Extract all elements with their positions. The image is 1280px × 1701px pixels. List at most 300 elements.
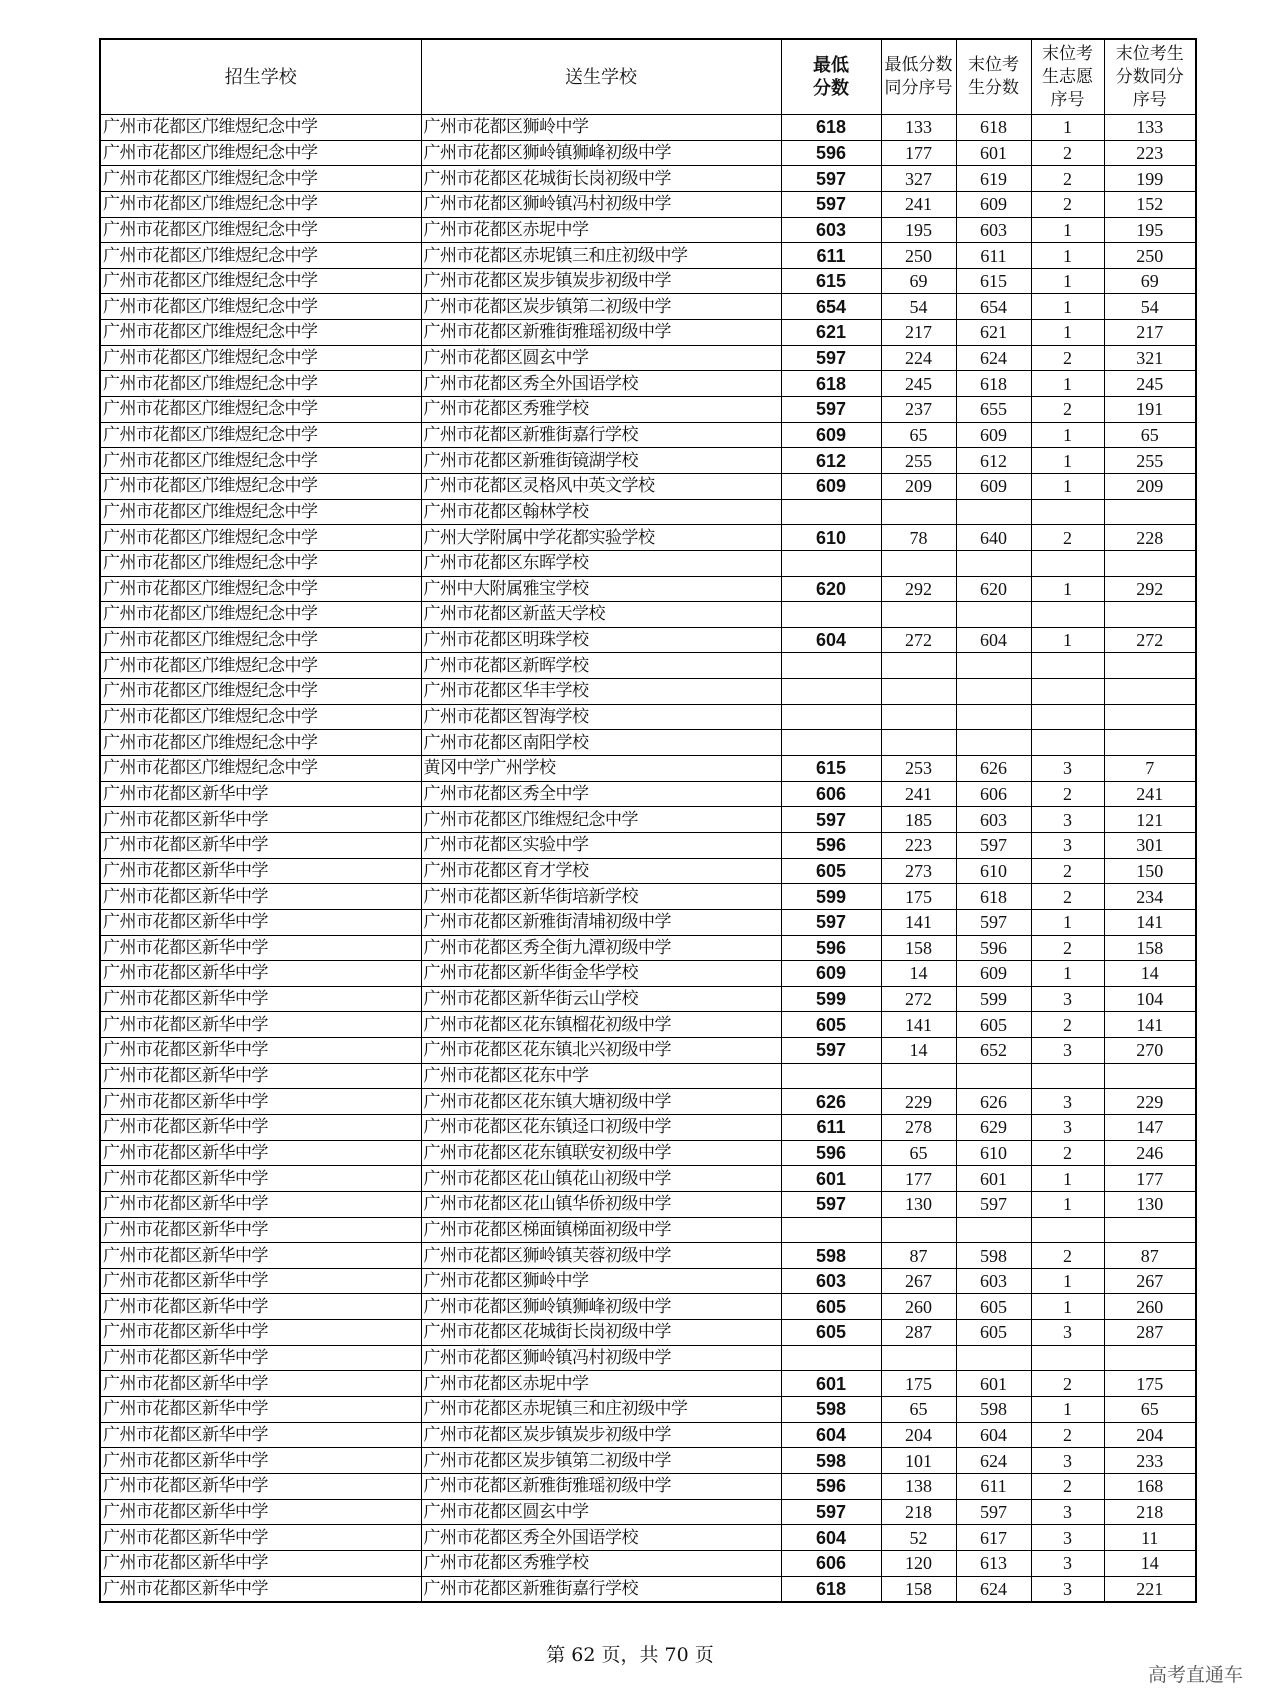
cell-last-choice	[1031, 550, 1104, 576]
table-row	[100, 448, 1196, 474]
cell-last-choice	[1031, 679, 1104, 705]
cell-last-choice: 2	[1031, 1140, 1104, 1166]
cell-last-rank: 14	[1104, 1550, 1196, 1576]
cell-min-score-rank	[881, 602, 956, 628]
table-row	[100, 653, 1196, 679]
table-row	[100, 1114, 1196, 1140]
cell-last-choice: 2	[1031, 858, 1104, 884]
cell-min-score: 596	[781, 832, 881, 858]
cell-last-rank: 218	[1104, 1499, 1196, 1525]
cell-last-choice: 3	[1031, 986, 1104, 1012]
cell-min-score-rank: 273	[881, 858, 956, 884]
cell-min-score: 597	[781, 1499, 881, 1525]
cell-min-score-rank: 133	[881, 115, 956, 141]
cell-min-score: 605	[781, 1012, 881, 1038]
header-last-rank: 末位考生分数同分序号	[1104, 39, 1196, 115]
cell-last-score: 621	[956, 320, 1031, 346]
cell-last-choice: 3	[1031, 1320, 1104, 1346]
table-row	[100, 191, 1196, 217]
cell-last-score: 624	[956, 1576, 1031, 1602]
table-row	[100, 1294, 1196, 1320]
cell-recruit-school: 广州市花都区新华中学	[100, 1473, 421, 1499]
cell-last-score: 611	[956, 243, 1031, 269]
cell-sending-school: 广州市花都区狮岭镇芙蓉初级中学	[421, 1243, 781, 1269]
cell-last-score: 597	[956, 832, 1031, 858]
cell-min-score: 604	[781, 627, 881, 653]
cell-last-rank: 246	[1104, 1140, 1196, 1166]
cell-last-choice: 3	[1031, 1576, 1104, 1602]
cell-last-rank: 272	[1104, 627, 1196, 653]
cell-recruit-school: 广州市花都区邝维煜纪念中学	[100, 191, 421, 217]
table-row	[100, 1243, 1196, 1269]
cell-min-score-rank: 237	[881, 397, 956, 423]
cell-sending-school: 广州市花都区炭步镇第二初级中学	[421, 1448, 781, 1474]
cell-last-rank: 292	[1104, 576, 1196, 602]
cell-last-choice: 1	[1031, 1191, 1104, 1217]
cell-last-score: 603	[956, 217, 1031, 243]
cell-last-choice: 2	[1031, 781, 1104, 807]
table-row	[100, 166, 1196, 192]
cell-min-score-rank: 87	[881, 1243, 956, 1269]
cell-last-choice: 2	[1031, 1473, 1104, 1499]
cell-last-choice	[1031, 730, 1104, 756]
cell-min-score-rank: 287	[881, 1320, 956, 1346]
cell-last-rank	[1104, 602, 1196, 628]
cell-min-score-rank: 65	[881, 1397, 956, 1423]
cell-min-score-rank: 209	[881, 473, 956, 499]
cell-last-rank	[1104, 704, 1196, 730]
cell-sending-school: 广州市花都区花东镇迳口初级中学	[421, 1114, 781, 1140]
cell-min-score	[781, 1063, 881, 1089]
cell-sending-school: 广州市花都区新雅街清埔初级中学	[421, 909, 781, 935]
cell-last-score	[956, 679, 1031, 705]
cell-min-score-rank: 292	[881, 576, 956, 602]
table-row	[100, 320, 1196, 346]
cell-last-score: 624	[956, 345, 1031, 371]
cell-recruit-school: 广州市花都区新华中学	[100, 1191, 421, 1217]
table-row	[100, 1268, 1196, 1294]
cell-sending-school: 广州市花都区狮岭镇狮峰初级中学	[421, 1294, 781, 1320]
cell-min-score: 598	[781, 1243, 881, 1269]
cell-min-score: 597	[781, 397, 881, 423]
table-row	[100, 473, 1196, 499]
cell-min-score-rank: 65	[881, 422, 956, 448]
cell-min-score: 598	[781, 1448, 881, 1474]
cell-last-score: 603	[956, 807, 1031, 833]
cell-last-choice: 2	[1031, 1422, 1104, 1448]
cell-last-rank: 209	[1104, 473, 1196, 499]
cell-recruit-school: 广州市花都区邝维煜纪念中学	[100, 499, 421, 525]
header-min-score-rank: 最低分数同分序号	[881, 39, 956, 115]
cell-recruit-school: 广州市花都区新华中学	[100, 1268, 421, 1294]
cell-last-score	[956, 602, 1031, 628]
cell-min-score-rank: 241	[881, 191, 956, 217]
cell-last-rank: 321	[1104, 345, 1196, 371]
header-sending-school: 送生学校	[421, 39, 781, 115]
table-row	[100, 1448, 1196, 1474]
table-row	[100, 627, 1196, 653]
cell-last-choice: 1	[1031, 1294, 1104, 1320]
cell-last-rank: 301	[1104, 832, 1196, 858]
header-last-score: 末位考生分数	[956, 39, 1031, 115]
cell-min-score-rank: 54	[881, 294, 956, 320]
table-row	[100, 730, 1196, 756]
cell-sending-school: 广州市花都区花东镇北兴初级中学	[421, 1038, 781, 1064]
cell-last-score: 609	[956, 961, 1031, 987]
table-row	[100, 1217, 1196, 1243]
cell-min-score-rank: 158	[881, 1576, 956, 1602]
table-row	[100, 243, 1196, 269]
cell-recruit-school: 广州市花都区新华中学	[100, 1499, 421, 1525]
cell-recruit-school: 广州市花都区新华中学	[100, 1422, 421, 1448]
cell-last-rank: 234	[1104, 884, 1196, 910]
table-row	[100, 371, 1196, 397]
cell-recruit-school: 广州市花都区邝维煜纪念中学	[100, 679, 421, 705]
cell-sending-school: 广州市花都区实验中学	[421, 832, 781, 858]
cell-last-score: 652	[956, 1038, 1031, 1064]
cell-last-choice: 2	[1031, 1371, 1104, 1397]
cell-min-score: 618	[781, 1576, 881, 1602]
cell-last-score: 613	[956, 1550, 1031, 1576]
cell-min-score: 606	[781, 1550, 881, 1576]
cell-min-score: 611	[781, 243, 881, 269]
cell-recruit-school: 广州市花都区新华中学	[100, 909, 421, 935]
cell-sending-school: 广州市花都区南阳学校	[421, 730, 781, 756]
cell-last-choice: 3	[1031, 1089, 1104, 1115]
cell-min-score-rank: 78	[881, 525, 956, 551]
table-row	[100, 781, 1196, 807]
cell-last-choice: 2	[1031, 166, 1104, 192]
cell-recruit-school: 广州市花都区邝维煜纪念中学	[100, 525, 421, 551]
cell-last-rank: 199	[1104, 166, 1196, 192]
cell-last-rank: 130	[1104, 1191, 1196, 1217]
cell-last-score: 598	[956, 1397, 1031, 1423]
cell-last-score: 609	[956, 191, 1031, 217]
cell-last-rank: 158	[1104, 935, 1196, 961]
cell-recruit-school: 广州市花都区新华中学	[100, 935, 421, 961]
cell-min-score-rank: 177	[881, 140, 956, 166]
cell-recruit-school: 广州市花都区邝维煜纪念中学	[100, 730, 421, 756]
cell-min-score-rank: 177	[881, 1166, 956, 1192]
cell-recruit-school: 广州市花都区邝维煜纪念中学	[100, 576, 421, 602]
page-number: 第 62 页，共 70 页	[546, 1644, 714, 1666]
cell-min-score: 605	[781, 1294, 881, 1320]
cell-last-choice: 1	[1031, 448, 1104, 474]
cell-sending-school: 广州市花都区花山镇花山初级中学	[421, 1166, 781, 1192]
cell-min-score-rank: 52	[881, 1525, 956, 1551]
cell-min-score-rank: 175	[881, 884, 956, 910]
cell-sending-school: 广州市花都区灵格风中英文学校	[421, 473, 781, 499]
cell-min-score: 597	[781, 191, 881, 217]
cell-sending-school: 广州市花都区狮岭镇冯村初级中学	[421, 191, 781, 217]
cell-min-score-rank: 241	[881, 781, 956, 807]
table-row	[100, 499, 1196, 525]
cell-sending-school: 广州市花都区新雅街雅瑶初级中学	[421, 1473, 781, 1499]
cell-min-score: 605	[781, 1320, 881, 1346]
cell-sending-school: 广州市花都区赤坭镇三和庄初级中学	[421, 1397, 781, 1423]
cell-min-score: 612	[781, 448, 881, 474]
cell-min-score-rank: 158	[881, 935, 956, 961]
cell-min-score-rank	[881, 730, 956, 756]
table-row	[100, 115, 1196, 141]
cell-sending-school: 广州市花都区华丰学校	[421, 679, 781, 705]
cell-recruit-school: 广州市花都区新华中学	[100, 986, 421, 1012]
cell-last-score	[956, 1345, 1031, 1371]
table-row	[100, 1473, 1196, 1499]
cell-min-score: 609	[781, 473, 881, 499]
cell-recruit-school: 广州市花都区邝维煜纪念中学	[100, 371, 421, 397]
cell-last-choice: 1	[1031, 217, 1104, 243]
cell-sending-school: 广州市花都区新雅街雅瑶初级中学	[421, 320, 781, 346]
cell-last-choice	[1031, 1217, 1104, 1243]
cell-min-score: 596	[781, 1140, 881, 1166]
cell-last-score: 601	[956, 1166, 1031, 1192]
cell-sending-school: 广州市花都区狮岭镇冯村初级中学	[421, 1345, 781, 1371]
cell-min-score-rank: 138	[881, 1473, 956, 1499]
cell-recruit-school: 广州市花都区邝维煜纪念中学	[100, 268, 421, 294]
cell-recruit-school: 广州市花都区新华中学	[100, 1576, 421, 1602]
cell-min-score: 596	[781, 1473, 881, 1499]
cell-last-choice: 1	[1031, 1166, 1104, 1192]
cell-last-choice	[1031, 499, 1104, 525]
cell-last-rank: 133	[1104, 115, 1196, 141]
cell-recruit-school: 广州市花都区新华中学	[100, 884, 421, 910]
table-row	[100, 422, 1196, 448]
cell-min-score: 610	[781, 525, 881, 551]
cell-last-score: 610	[956, 858, 1031, 884]
cell-last-choice: 1	[1031, 115, 1104, 141]
cell-min-score	[781, 704, 881, 730]
table-row	[100, 986, 1196, 1012]
cell-sending-school: 广州市花都区明珠学校	[421, 627, 781, 653]
cell-sending-school: 广州市花都区圆玄中学	[421, 345, 781, 371]
table-row	[100, 704, 1196, 730]
cell-min-score: 601	[781, 1166, 881, 1192]
cell-min-score-rank: 175	[881, 1371, 956, 1397]
cell-last-score: 596	[956, 935, 1031, 961]
cell-last-rank: 221	[1104, 1576, 1196, 1602]
cell-last-rank: 121	[1104, 807, 1196, 833]
table-row	[100, 909, 1196, 935]
cell-min-score-rank: 272	[881, 627, 956, 653]
cell-min-score: 603	[781, 1268, 881, 1294]
cell-min-score-rank: 245	[881, 371, 956, 397]
cell-recruit-school: 广州市花都区邝维煜纪念中学	[100, 627, 421, 653]
cell-recruit-school: 广州市花都区新华中学	[100, 1448, 421, 1474]
cell-recruit-school: 广州市花都区新华中学	[100, 1114, 421, 1140]
cell-last-score: 610	[956, 1140, 1031, 1166]
table-row	[100, 1422, 1196, 1448]
header-row	[100, 39, 1196, 115]
cell-recruit-school: 广州市花都区新华中学	[100, 1371, 421, 1397]
cell-last-rank: 223	[1104, 140, 1196, 166]
table-row	[100, 576, 1196, 602]
cell-sending-school: 广州市花都区秀全外国语学校	[421, 371, 781, 397]
cell-min-score-rank: 141	[881, 1012, 956, 1038]
cell-last-rank: 168	[1104, 1473, 1196, 1499]
cell-sending-school: 广州市花都区花东镇联安初级中学	[421, 1140, 781, 1166]
cell-recruit-school: 广州市花都区邝维煜纪念中学	[100, 550, 421, 576]
cell-min-score: 597	[781, 345, 881, 371]
table-row	[100, 602, 1196, 628]
cell-min-score: 597	[781, 909, 881, 935]
table-row	[100, 1576, 1196, 1602]
cell-last-rank: 175	[1104, 1371, 1196, 1397]
cell-min-score-rank: 327	[881, 166, 956, 192]
cell-last-score	[956, 1063, 1031, 1089]
cell-last-rank: 150	[1104, 858, 1196, 884]
table-row	[100, 140, 1196, 166]
cell-last-rank: 245	[1104, 371, 1196, 397]
cell-last-choice: 2	[1031, 935, 1104, 961]
table-row	[100, 935, 1196, 961]
table-row	[100, 807, 1196, 833]
cell-recruit-school: 广州市花都区邝维煜纪念中学	[100, 320, 421, 346]
cell-last-choice: 3	[1031, 1525, 1104, 1551]
cell-last-rank: 11	[1104, 1525, 1196, 1551]
cell-last-rank: 65	[1104, 1397, 1196, 1423]
cell-min-score: 601	[781, 1371, 881, 1397]
cell-sending-school: 广州市花都区炭步镇第二初级中学	[421, 294, 781, 320]
cell-recruit-school: 广州市花都区新华中学	[100, 807, 421, 833]
cell-min-score-rank: 217	[881, 320, 956, 346]
cell-min-score	[781, 653, 881, 679]
cell-last-rank	[1104, 550, 1196, 576]
cell-last-choice	[1031, 653, 1104, 679]
cell-recruit-school: 广州市花都区新华中学	[100, 832, 421, 858]
cell-sending-school: 广州市花都区炭步镇炭步初级中学	[421, 1422, 781, 1448]
cell-min-score-rank	[881, 550, 956, 576]
cell-min-score-rank: 120	[881, 1550, 956, 1576]
cell-last-choice: 2	[1031, 345, 1104, 371]
cell-min-score-rank: 14	[881, 1038, 956, 1064]
cell-min-score-rank: 14	[881, 961, 956, 987]
cell-last-score: 624	[956, 1448, 1031, 1474]
cell-recruit-school: 广州市花都区新华中学	[100, 858, 421, 884]
cell-last-score: 655	[956, 397, 1031, 423]
table-row	[100, 550, 1196, 576]
cell-sending-school: 广州市花都区圆玄中学	[421, 1499, 781, 1525]
watermark: 高考直通车	[1148, 1664, 1244, 1686]
table-row	[100, 217, 1196, 243]
cell-sending-school: 广州市花都区新华街云山学校	[421, 986, 781, 1012]
cell-recruit-school: 广州市花都区邝维煜纪念中学	[100, 653, 421, 679]
cell-recruit-school: 广州市花都区邝维煜纪念中学	[100, 140, 421, 166]
cell-sending-school: 广州市花都区新晖学校	[421, 653, 781, 679]
cell-sending-school: 广州市花都区花山镇华侨初级中学	[421, 1191, 781, 1217]
cell-last-score: 604	[956, 1422, 1031, 1448]
cell-last-rank: 229	[1104, 1089, 1196, 1115]
table-row	[100, 1063, 1196, 1089]
table-row	[100, 345, 1196, 371]
cell-last-choice: 3	[1031, 1499, 1104, 1525]
table-row	[100, 1550, 1196, 1576]
cell-recruit-school: 广州市花都区新华中学	[100, 1550, 421, 1576]
cell-last-rank: 87	[1104, 1243, 1196, 1269]
header-min-score: 最低分数	[781, 39, 881, 115]
cell-last-choice	[1031, 704, 1104, 730]
cell-min-score-rank: 260	[881, 1294, 956, 1320]
cell-recruit-school: 广州市花都区新华中学	[100, 1345, 421, 1371]
cell-last-score: 619	[956, 166, 1031, 192]
table-row	[100, 294, 1196, 320]
cell-sending-school: 广州市花都区赤坭中学	[421, 1371, 781, 1397]
cell-sending-school: 广州市花都区花东镇大塘初级中学	[421, 1089, 781, 1115]
table-row	[100, 1345, 1196, 1371]
cell-sending-school: 广州市花都区狮岭中学	[421, 115, 781, 141]
cell-min-score: 618	[781, 371, 881, 397]
cell-sending-school: 广州市花都区新华街培新学校	[421, 884, 781, 910]
cell-last-rank: 152	[1104, 191, 1196, 217]
cell-sending-school: 广州市花都区邝维煜纪念中学	[421, 807, 781, 833]
cell-min-score	[781, 679, 881, 705]
cell-min-score-rank: 224	[881, 345, 956, 371]
cell-last-rank	[1104, 679, 1196, 705]
cell-last-choice: 3	[1031, 832, 1104, 858]
cell-last-rank: 7	[1104, 756, 1196, 782]
cell-recruit-school: 广州市花都区新华中学	[100, 1525, 421, 1551]
cell-last-score: 620	[956, 576, 1031, 602]
cell-last-score	[956, 653, 1031, 679]
cell-sending-school: 广州市花都区新蓝天学校	[421, 602, 781, 628]
cell-min-score-rank: 185	[881, 807, 956, 833]
cell-last-choice: 2	[1031, 1012, 1104, 1038]
cell-last-choice: 2	[1031, 884, 1104, 910]
cell-min-score-rank: 218	[881, 1499, 956, 1525]
cell-last-score: 606	[956, 781, 1031, 807]
cell-min-score: 604	[781, 1422, 881, 1448]
cell-min-score	[781, 602, 881, 628]
cell-recruit-school: 广州市花都区邝维煜纪念中学	[100, 473, 421, 499]
cell-sending-school: 广州市花都区智海学校	[421, 704, 781, 730]
cell-last-rank: 141	[1104, 909, 1196, 935]
cell-min-score: 621	[781, 320, 881, 346]
cell-last-score	[956, 499, 1031, 525]
table-row	[100, 1191, 1196, 1217]
cell-last-score: 618	[956, 371, 1031, 397]
cell-last-score: 597	[956, 1499, 1031, 1525]
cell-min-score: 609	[781, 961, 881, 987]
cell-min-score-rank: 141	[881, 909, 956, 935]
table-row	[100, 1371, 1196, 1397]
cell-last-choice: 1	[1031, 243, 1104, 269]
cell-last-rank: 65	[1104, 422, 1196, 448]
cell-recruit-school: 广州市花都区新华中学	[100, 1320, 421, 1346]
cell-min-score	[781, 550, 881, 576]
cell-last-rank: 69	[1104, 268, 1196, 294]
cell-min-score-rank	[881, 1345, 956, 1371]
cell-recruit-school: 广州市花都区邝维煜纪念中学	[100, 115, 421, 141]
cell-min-score-rank: 253	[881, 756, 956, 782]
cell-sending-school: 广州市花都区赤坭中学	[421, 217, 781, 243]
cell-min-score	[781, 1345, 881, 1371]
cell-min-score-rank	[881, 499, 956, 525]
cell-last-rank: 147	[1104, 1114, 1196, 1140]
cell-last-choice: 1	[1031, 371, 1104, 397]
cell-last-score: 618	[956, 884, 1031, 910]
cell-last-choice: 3	[1031, 1448, 1104, 1474]
cell-last-choice: 1	[1031, 1268, 1104, 1294]
cell-recruit-school: 广州市花都区邝维煜纪念中学	[100, 422, 421, 448]
cell-min-score: 597	[781, 1038, 881, 1064]
cell-min-score-rank: 223	[881, 832, 956, 858]
cell-min-score-rank: 272	[881, 986, 956, 1012]
cell-min-score: 598	[781, 1397, 881, 1423]
cell-min-score-rank: 204	[881, 1422, 956, 1448]
cell-last-rank: 217	[1104, 320, 1196, 346]
cell-min-score: 603	[781, 217, 881, 243]
cell-last-rank: 287	[1104, 1320, 1196, 1346]
